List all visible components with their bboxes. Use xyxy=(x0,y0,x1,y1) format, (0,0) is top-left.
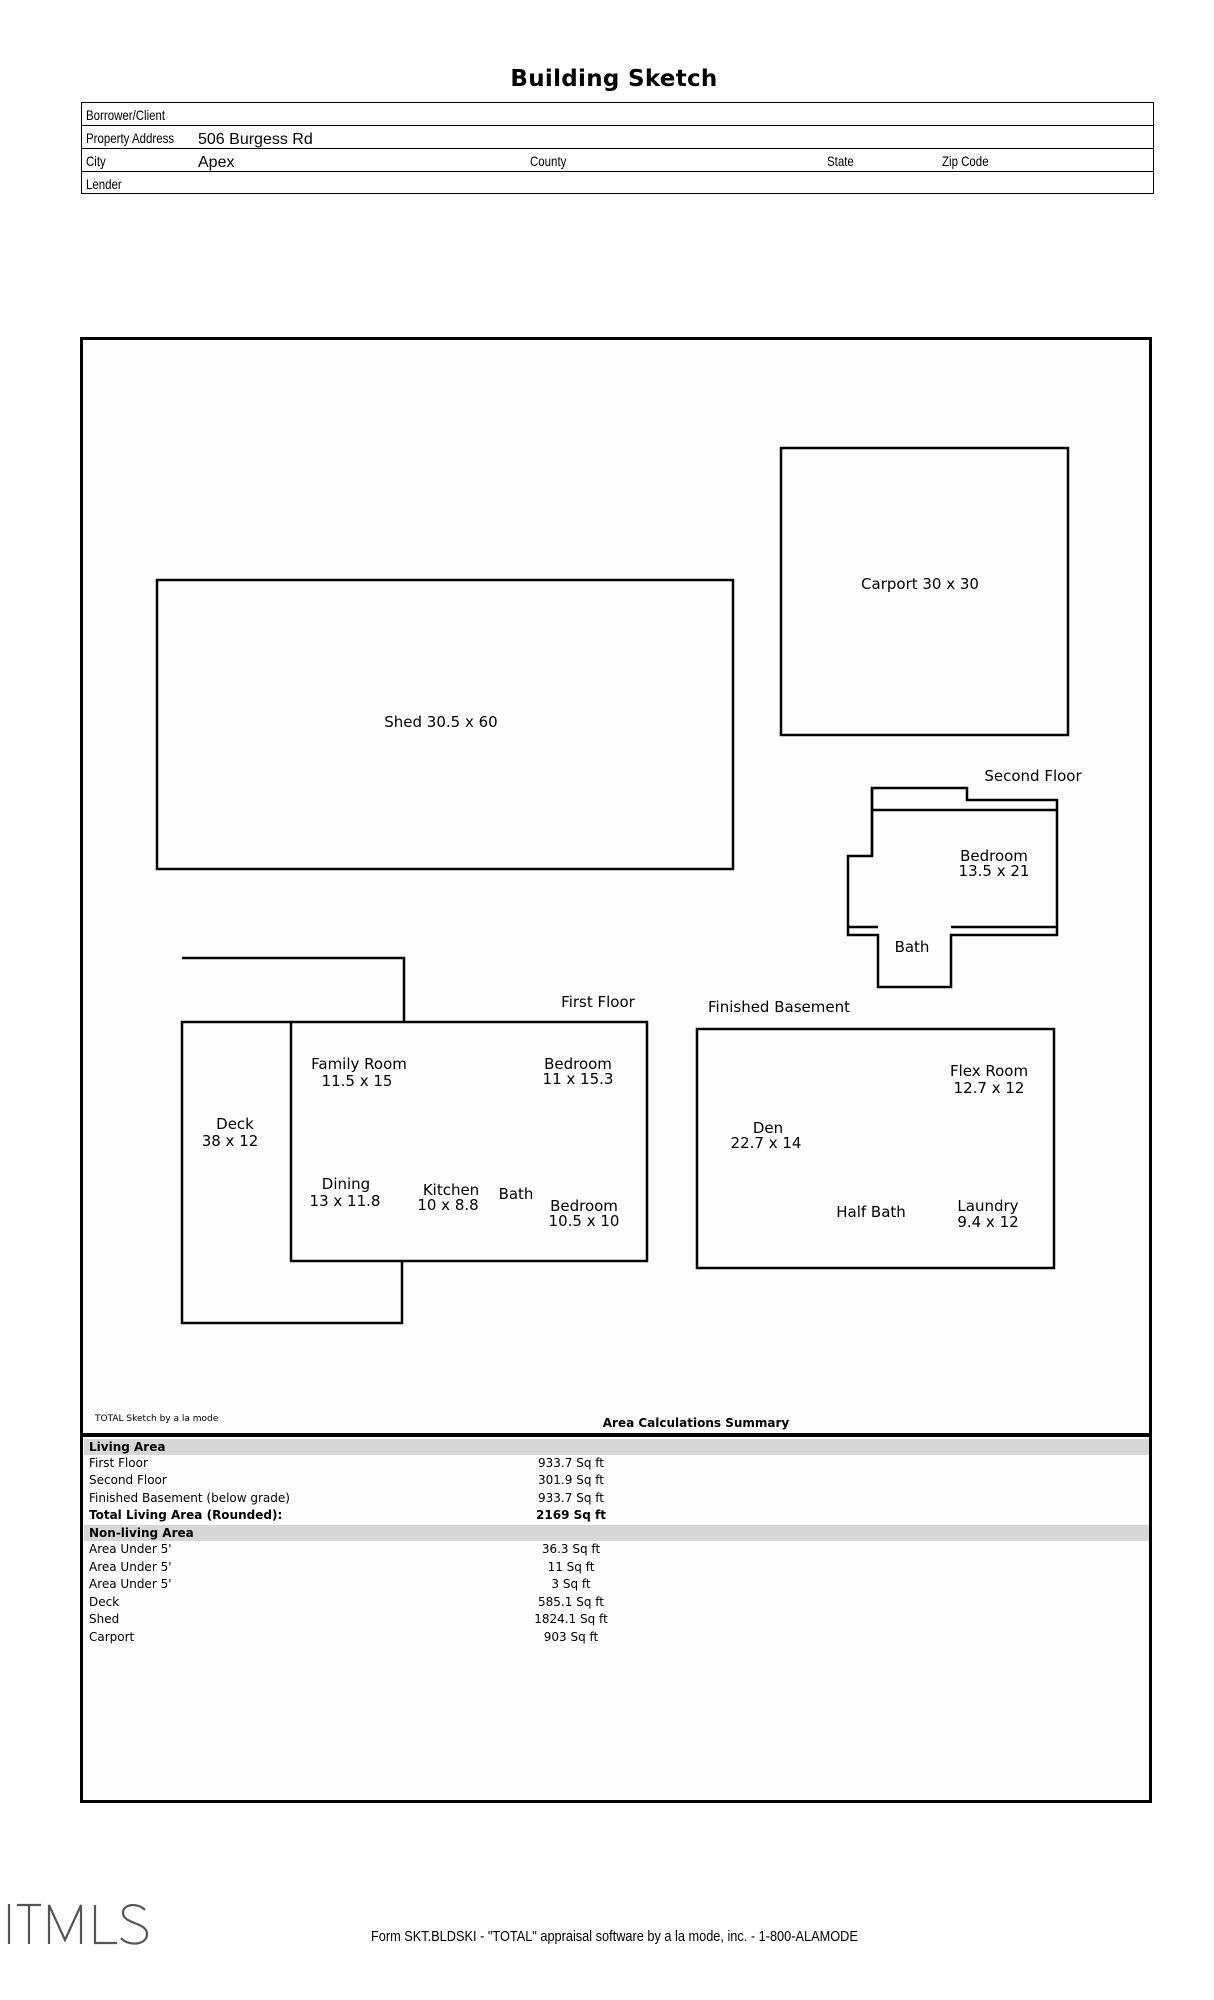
laundry-label: Laundry xyxy=(957,1197,1019,1215)
deck-dims: 38 x 12 xyxy=(201,1132,259,1150)
deck-label: Deck xyxy=(216,1115,254,1133)
lender-label: Lender xyxy=(86,176,122,192)
dining-dims: 13 x 11.8 xyxy=(309,1192,381,1210)
summary-row xyxy=(89,1576,789,1593)
living-area-header: Living Area xyxy=(84,1439,1149,1455)
row-value: 11 Sq ft xyxy=(547,1560,595,1574)
zip-label: Zip Code xyxy=(942,153,989,169)
second-bath-label: Bath xyxy=(894,938,930,956)
dining-label: Dining xyxy=(321,1175,371,1193)
state-label: State xyxy=(827,153,854,169)
total-living-row xyxy=(89,1507,789,1524)
summary-row xyxy=(89,1541,789,1558)
row-value: 3 Sq ft xyxy=(551,1577,591,1591)
row-name: Carport xyxy=(89,1630,135,1644)
row-value: 1824.1 Sq ft xyxy=(534,1612,608,1626)
row-name: Finished Basement (below grade) xyxy=(89,1491,290,1505)
row-value: 36.3 Sq ft xyxy=(541,1542,601,1556)
row-name: Area Under 5' xyxy=(89,1577,172,1591)
row-value: 933.7 Sq ft xyxy=(538,1491,604,1505)
bedroom2-dims: 10.5 x 10 xyxy=(548,1212,620,1230)
family-room-dims: 11.5 x 15 xyxy=(321,1072,393,1090)
summary-row xyxy=(89,1559,789,1576)
form-footer xyxy=(0,1928,1214,1945)
bedroom1-dims: 11 x 15.3 xyxy=(542,1070,614,1088)
form-title: Building Sketch xyxy=(510,66,718,92)
bedroom1-label: Bedroom xyxy=(544,1055,612,1073)
laundry-dims: 9.4 x 12 xyxy=(957,1213,1019,1231)
footer-text: Form SKT.BLDSKI - "TOTAL" appraisal software by a la mode, inc. - 1-800-ALAMODE xyxy=(370,1928,858,1945)
summary-row xyxy=(89,1594,789,1611)
kitchen-dims: 10 x 8.8 xyxy=(417,1196,479,1214)
sketch-credit: TOTAL Sketch by a la mode xyxy=(95,1414,219,1424)
row-name: Area Under 5' xyxy=(89,1560,172,1574)
den-label: Den xyxy=(752,1119,784,1137)
first-bath-label: Bath xyxy=(498,1185,534,1203)
borrower-label: Borrower/Client xyxy=(86,107,166,123)
city-label: City xyxy=(86,153,106,169)
bedroom2-label: Bedroom xyxy=(550,1197,618,1215)
carport-label: Carport 30 x 30 xyxy=(861,575,979,593)
property-value: 506 Burgess Rd xyxy=(198,131,313,148)
row-name: Total Living Area (Rounded): xyxy=(89,1508,283,1522)
row-value: 903 Sq ft xyxy=(543,1630,599,1644)
shed-label: Shed 30.5 x 60 xyxy=(384,713,498,731)
flex-room-dims: 12.7 x 12 xyxy=(953,1079,1025,1097)
basement-title: Finished Basement xyxy=(708,998,850,1016)
summary-divider xyxy=(81,1433,1151,1437)
property-label: Property Address xyxy=(86,130,175,146)
row-name: First Floor xyxy=(89,1456,148,1470)
second-bedroom-dims: 13.5 x 21 xyxy=(958,862,1030,880)
county-label: County xyxy=(530,153,567,169)
row-name: Deck xyxy=(89,1595,120,1609)
family-room-label: Family Room xyxy=(311,1055,407,1073)
den-dims: 22.7 x 14 xyxy=(730,1134,802,1152)
flex-room-label: Flex Room xyxy=(949,1062,1029,1080)
second-floor-outline xyxy=(848,788,1057,987)
summary-row xyxy=(89,1455,789,1472)
row-name: Second Floor xyxy=(89,1473,167,1487)
half-bath-label: Half Bath xyxy=(836,1203,906,1221)
row-value: 301.9 Sq ft xyxy=(538,1473,604,1487)
summary-row xyxy=(89,1490,789,1507)
city-value: Apex xyxy=(198,154,235,171)
row-name: Area Under 5' xyxy=(89,1542,172,1556)
summary-row xyxy=(89,1611,789,1628)
summary-row xyxy=(89,1472,789,1489)
row-value: 933.7 Sq ft xyxy=(538,1456,604,1470)
row-name: Shed xyxy=(89,1612,120,1626)
row-value: 585.1 Sq ft xyxy=(538,1595,604,1609)
summary-row xyxy=(89,1629,789,1646)
second-bedroom-label: Bedroom xyxy=(960,847,1028,865)
non-living-area-header: Non-living Area xyxy=(84,1525,1149,1541)
row-value: 2169 Sq ft xyxy=(536,1508,606,1522)
first-floor-title: First Floor xyxy=(561,993,635,1011)
summary-title: Area Calculations Summary xyxy=(602,1416,790,1430)
kitchen-label: Kitchen xyxy=(422,1181,480,1199)
second-floor-title: Second Floor xyxy=(984,767,1082,785)
